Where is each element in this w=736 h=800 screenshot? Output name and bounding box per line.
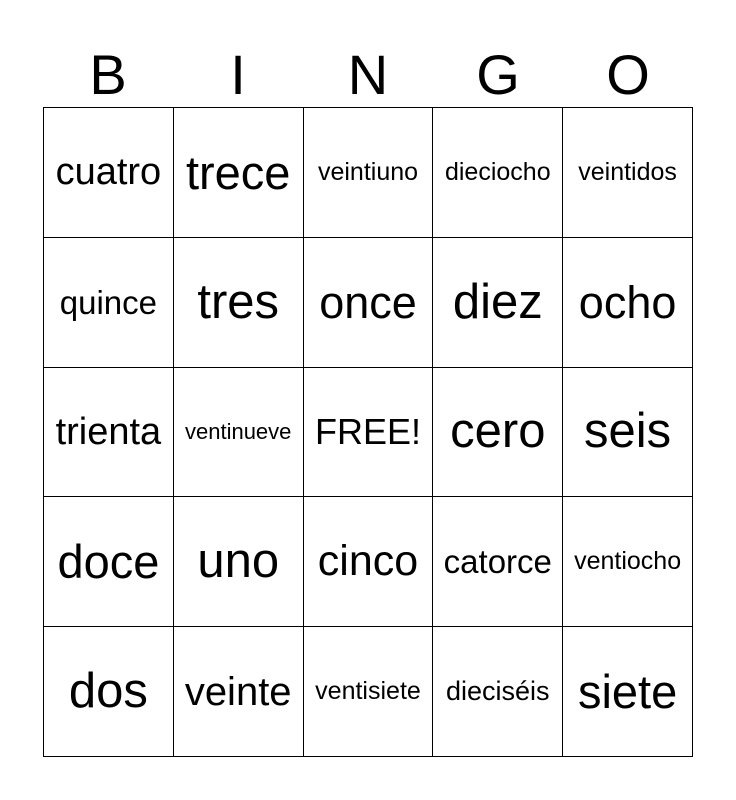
bingo-cell[interactable]: trece <box>174 108 304 238</box>
bingo-cell[interactable]: quince <box>44 238 174 368</box>
header-letter-g: G <box>476 43 520 106</box>
bingo-board <box>43 107 693 757</box>
bingo-cell[interactable]: catorce <box>433 497 563 627</box>
bingo-cell[interactable]: trienta <box>44 368 174 498</box>
bingo-cell[interactable]: ventiocho <box>563 497 693 627</box>
free-space[interactable]: FREE! <box>304 368 434 498</box>
bingo-cell[interactable]: dieciocho <box>433 108 563 238</box>
bingo-cell[interactable]: veintidos <box>563 108 693 238</box>
bingo-cell[interactable]: dieciséis <box>433 627 563 757</box>
header-letter-i: I <box>230 43 246 106</box>
bingo-cell[interactable]: cuatro <box>44 108 174 238</box>
bingo-cell[interactable]: ventinueve <box>174 368 304 498</box>
bingo-cell[interactable]: veintiuno <box>304 108 434 238</box>
header-letter-b: B <box>89 43 127 106</box>
bingo-cell[interactable]: siete <box>563 627 693 757</box>
bingo-cell[interactable]: seis <box>563 368 693 498</box>
bingo-cell[interactable]: cero <box>433 368 563 498</box>
bingo-cell[interactable]: tres <box>174 238 304 368</box>
bingo-cell[interactable]: veinte <box>174 627 304 757</box>
bingo-header <box>43 42 693 108</box>
bingo-cell[interactable]: once <box>304 238 434 368</box>
bingo-cell[interactable]: uno <box>174 497 304 627</box>
bingo-cell[interactable]: cinco <box>304 497 434 627</box>
bingo-cell[interactable]: dos <box>44 627 174 757</box>
bingo-cell[interactable]: ventisiete <box>304 627 434 757</box>
bingo-cell[interactable]: doce <box>44 497 174 627</box>
header-letter-o: O <box>606 43 650 106</box>
header-letter-n: N <box>347 43 389 106</box>
bingo-cell[interactable]: ocho <box>563 238 693 368</box>
bingo-cell[interactable]: diez <box>433 238 563 368</box>
